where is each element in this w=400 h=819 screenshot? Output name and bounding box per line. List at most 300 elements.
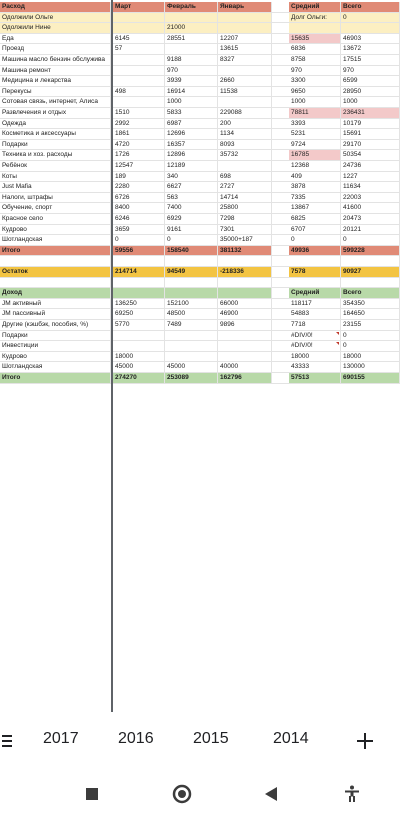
cell-march[interactable]: 6145: [113, 34, 165, 44]
table-row: [0, 76, 400, 87]
cell-january[interactable]: 7298: [218, 214, 272, 224]
column-gap: [272, 267, 289, 277]
error-flag-icon: [336, 332, 339, 335]
cell-february[interactable]: 94549: [165, 267, 218, 277]
cell-january[interactable]: 66000: [218, 299, 272, 309]
cell-january[interactable]: 9896: [218, 320, 272, 330]
cell-label[interactable]: Сотовая связь, интернет, Алиса: [0, 97, 111, 107]
cell-january[interactable]: [218, 66, 272, 76]
cell-label[interactable]: Косметика и аксессуары: [0, 129, 111, 139]
cell-average[interactable]: 5231: [289, 129, 341, 139]
cell-february[interactable]: 340: [165, 172, 218, 182]
cell-label[interactable]: Доход: [0, 288, 111, 298]
sheet-tab-bar: [0, 712, 400, 768]
cell-february[interactable]: 3939: [165, 76, 218, 86]
cell-label[interactable]: Just Mafia: [0, 182, 111, 192]
cell-label[interactable]: Подарки: [0, 331, 111, 341]
cell-average[interactable]: 12368: [289, 161, 341, 171]
cell-average[interactable]: [289, 23, 341, 33]
cell-total[interactable]: [341, 278, 400, 288]
cell-february[interactable]: [165, 278, 218, 288]
column-gap: [272, 341, 289, 351]
column-gap: [272, 288, 289, 298]
cell-total[interactable]: 23155: [341, 320, 400, 330]
cell-february[interactable]: 158540: [165, 246, 218, 256]
cell-total[interactable]: 46903: [341, 34, 400, 44]
cell-label[interactable]: Красное село: [0, 214, 111, 224]
table-row: [0, 341, 400, 352]
column-gap: [272, 182, 289, 192]
table-row: [0, 267, 400, 278]
cell-march[interactable]: 6726: [113, 193, 165, 203]
cell-march[interactable]: [113, 55, 165, 65]
table-row: [0, 66, 400, 77]
cell-total[interactable]: 11634: [341, 182, 400, 192]
table-row: [0, 23, 400, 34]
cell-label[interactable]: Итого: [0, 246, 111, 256]
table-row: [0, 2, 400, 13]
cell-february[interactable]: [165, 352, 218, 362]
column-gap: [272, 23, 289, 33]
column-gap: [272, 373, 289, 383]
column-gap: [272, 44, 289, 54]
cell-average[interactable]: 8758: [289, 55, 341, 65]
cell-march[interactable]: 6246: [113, 214, 165, 224]
cell-label[interactable]: JM пассивный: [0, 309, 111, 319]
cell-march[interactable]: [113, 288, 165, 298]
cell-label[interactable]: Коты: [0, 172, 111, 182]
table-row: [0, 150, 400, 161]
cell-average[interactable]: 57513: [289, 373, 341, 383]
cell-label[interactable]: Подарки: [0, 140, 111, 150]
cell-february[interactable]: 28551: [165, 34, 218, 44]
cell-label[interactable]: Инвестиции: [0, 341, 111, 351]
table-row: [0, 235, 400, 246]
cell-march[interactable]: [113, 66, 165, 76]
cell-average[interactable]: 3300: [289, 76, 341, 86]
cell-total[interactable]: 0: [341, 341, 400, 351]
table-row: [0, 214, 400, 225]
cell-average[interactable]: 49936: [289, 246, 341, 256]
cell-february[interactable]: [165, 256, 218, 266]
cell-january[interactable]: [218, 97, 272, 107]
cell-january[interactable]: 229088: [218, 108, 272, 118]
column-gap: [272, 34, 289, 44]
cell-label[interactable]: Ребёнок: [0, 161, 111, 171]
cell-average[interactable]: Средний: [289, 2, 341, 12]
cell-january[interactable]: 11538: [218, 87, 272, 97]
column-gap: [272, 108, 289, 118]
cell-total[interactable]: 1000: [341, 97, 400, 107]
cell-january[interactable]: -218336: [218, 267, 272, 277]
cell-january[interactable]: [218, 341, 272, 351]
cell-february[interactable]: Февраль: [165, 2, 218, 12]
circle-icon[interactable]: [164, 768, 200, 819]
column-gap: [272, 320, 289, 330]
column-gap: [272, 55, 289, 65]
column-gap: [272, 203, 289, 213]
cell-february[interactable]: 5833: [165, 108, 218, 118]
table-row: [0, 193, 400, 204]
cell-january[interactable]: 35000+187: [218, 235, 272, 245]
cell-total[interactable]: 0: [341, 331, 400, 341]
cell-march[interactable]: 59556: [113, 246, 165, 256]
cell-march[interactable]: 0: [113, 235, 165, 245]
cell-march[interactable]: 69250: [113, 309, 165, 319]
column-gap: [272, 362, 289, 372]
cell-total[interactable]: [341, 23, 400, 33]
cell-march[interactable]: [113, 76, 165, 86]
cell-average[interactable]: 9650: [289, 87, 341, 97]
cell-total[interactable]: 6599: [341, 76, 400, 86]
cell-average[interactable]: 78811: [289, 108, 341, 118]
table-row: [0, 352, 400, 363]
table-row: [0, 299, 400, 310]
cell-label[interactable]: Машина масло бензин обслужива: [0, 55, 111, 65]
table-row: [0, 278, 400, 289]
cell-march[interactable]: 498: [113, 87, 165, 97]
tab-2015[interactable]: 2015: [193, 730, 229, 747]
cell-average[interactable]: 7335: [289, 193, 341, 203]
cell-total[interactable]: 236431: [341, 108, 400, 118]
cell-average[interactable]: 6836: [289, 44, 341, 54]
cell-january[interactable]: [218, 352, 272, 362]
cell-average[interactable]: Долг Ольги:: [289, 13, 341, 23]
tab-2016[interactable]: 2016: [118, 730, 154, 747]
cell-march[interactable]: 4720: [113, 140, 165, 150]
cell-label[interactable]: Одежда: [0, 119, 111, 129]
cell-total[interactable]: 22003: [341, 193, 400, 203]
cell-total[interactable]: 29170: [341, 140, 400, 150]
cell-march[interactable]: 18000: [113, 352, 165, 362]
cell-total[interactable]: 130000: [341, 362, 400, 372]
cell-total[interactable]: 970: [341, 66, 400, 76]
menu-icon[interactable]: [2, 734, 12, 748]
cell-average[interactable]: 409: [289, 172, 341, 182]
cell-january[interactable]: [218, 331, 272, 341]
plus-icon[interactable]: [356, 732, 374, 750]
cell-average[interactable]: 54883: [289, 309, 341, 319]
cell-january[interactable]: 2660: [218, 76, 272, 86]
cell-average[interactable]: [289, 278, 341, 288]
cell-march[interactable]: [113, 13, 165, 23]
cell-february[interactable]: 45000: [165, 362, 218, 372]
square-icon[interactable]: [74, 768, 110, 819]
cell-january[interactable]: Январь: [218, 2, 272, 12]
cell-february[interactable]: 970: [165, 66, 218, 76]
cell-february[interactable]: 48500: [165, 309, 218, 319]
cell-label[interactable]: Проезд: [0, 44, 111, 54]
column-gap: [272, 129, 289, 139]
cell-march[interactable]: 2280: [113, 182, 165, 192]
column-gap: [272, 235, 289, 245]
triangle-back-icon[interactable]: [253, 768, 289, 819]
cell-total[interactable]: Всего: [341, 288, 400, 298]
cell-total[interactable]: [341, 256, 400, 266]
cell-average[interactable]: 13867: [289, 203, 341, 213]
cell-total[interactable]: Всего: [341, 2, 400, 12]
cell-january[interactable]: [218, 278, 272, 288]
cell-february[interactable]: [165, 341, 218, 351]
table-row: [0, 119, 400, 130]
cell-average[interactable]: 18000: [289, 352, 341, 362]
column-gap: [272, 97, 289, 107]
table-row: [0, 309, 400, 320]
cell-average[interactable]: 7578: [289, 267, 341, 277]
column-gap: [272, 214, 289, 224]
cell-february[interactable]: 6627: [165, 182, 218, 192]
cell-march[interactable]: 3659: [113, 225, 165, 235]
error-flag-icon: [336, 342, 339, 345]
cell-total[interactable]: 41600: [341, 203, 400, 213]
cell-february[interactable]: 12896: [165, 150, 218, 160]
cell-march[interactable]: 57: [113, 44, 165, 54]
cell-total[interactable]: 1227: [341, 172, 400, 182]
cell-average[interactable]: 9724: [289, 140, 341, 150]
cell-march[interactable]: [113, 256, 165, 266]
column-gap: [272, 193, 289, 203]
cell-january[interactable]: 162796: [218, 373, 272, 383]
cell-average[interactable]: [289, 256, 341, 266]
cell-january[interactable]: 381132: [218, 246, 272, 256]
cell-total[interactable]: 20473: [341, 214, 400, 224]
column-gap: [272, 150, 289, 160]
column-gap: [272, 246, 289, 256]
cell-january[interactable]: [218, 23, 272, 33]
table-row: [0, 246, 400, 257]
cell-february[interactable]: 9188: [165, 55, 218, 65]
column-gap: [272, 13, 289, 23]
cell-average[interactable]: 0: [289, 235, 341, 245]
cell-january[interactable]: 200: [218, 119, 272, 129]
cell-total[interactable]: 164650: [341, 309, 400, 319]
cell-label[interactable]: Развлечения и отдых: [0, 108, 111, 118]
table-row: [0, 256, 400, 267]
cell-february[interactable]: 1000: [165, 97, 218, 107]
cell-february[interactable]: 12696: [165, 129, 218, 139]
cell-february[interactable]: 7400: [165, 203, 218, 213]
cell-label[interactable]: Машина ремонт: [0, 66, 111, 76]
column-gap: [272, 172, 289, 182]
cell-january[interactable]: [218, 13, 272, 23]
cell-average[interactable]: 43333: [289, 362, 341, 372]
cell-february[interactable]: 16357: [165, 140, 218, 150]
cell-label[interactable]: Другие (кэшбэк, пособия, %): [0, 320, 111, 330]
column-gap: [272, 299, 289, 309]
accessibility-icon[interactable]: [334, 768, 370, 819]
cell-february[interactable]: [165, 13, 218, 23]
cell-january[interactable]: [218, 161, 272, 171]
cell-march[interactable]: 45000: [113, 362, 165, 372]
cell-total[interactable]: 90927: [341, 267, 400, 277]
table-row: [0, 331, 400, 342]
cell-label[interactable]: Медицина и лекарства: [0, 76, 111, 86]
cell-label[interactable]: Одолжили Ольге: [0, 13, 111, 23]
cell-average[interactable]: 3878: [289, 182, 341, 192]
cell-february[interactable]: 9161: [165, 225, 218, 235]
cell-total[interactable]: 0: [341, 235, 400, 245]
table-row: [0, 44, 400, 55]
cell-february[interactable]: 6929: [165, 214, 218, 224]
cell-average[interactable]: 7718: [289, 320, 341, 330]
tab-2014[interactable]: 2014: [273, 730, 309, 747]
system-navigation-bar: [0, 768, 400, 819]
column-gap: [272, 331, 289, 341]
column-gap: [272, 278, 289, 288]
cell-march[interactable]: 12547: [113, 161, 165, 171]
table-row: [0, 182, 400, 193]
cell-average[interactable]: 1000: [289, 97, 341, 107]
cell-average[interactable]: 6825: [289, 214, 341, 224]
table-row: [0, 55, 400, 66]
table-row: [0, 288, 400, 299]
cell-average[interactable]: #DIV/0!: [289, 331, 341, 341]
table-row: [0, 129, 400, 140]
table-row: [0, 362, 400, 373]
cell-january[interactable]: 14714: [218, 193, 272, 203]
table-row: [0, 97, 400, 108]
cell-february[interactable]: 21000: [165, 23, 218, 33]
cell-january[interactable]: [218, 256, 272, 266]
cell-total[interactable]: 0: [341, 13, 400, 23]
cell-total[interactable]: 354350: [341, 299, 400, 309]
column-gap: [272, 225, 289, 235]
cell-february[interactable]: 563: [165, 193, 218, 203]
cell-january[interactable]: 1134: [218, 129, 272, 139]
cell-february[interactable]: 6987: [165, 119, 218, 129]
cell-january[interactable]: 7301: [218, 225, 272, 235]
cell-march[interactable]: 274270: [113, 373, 165, 383]
cell-label[interactable]: Еда: [0, 34, 111, 44]
cell-february[interactable]: 253089: [165, 373, 218, 383]
cell-february[interactable]: [165, 288, 218, 298]
column-gap: [272, 352, 289, 362]
cell-march[interactable]: 8400: [113, 203, 165, 213]
cell-march[interactable]: [113, 278, 165, 288]
cell-february[interactable]: [165, 331, 218, 341]
cell-label[interactable]: Остаток: [0, 267, 111, 277]
cell-label[interactable]: Налоги, штрафы: [0, 193, 111, 203]
cell-average[interactable]: 3393: [289, 119, 341, 129]
cell-january[interactable]: [218, 288, 272, 298]
table-row: [0, 87, 400, 98]
cell-january[interactable]: 12207: [218, 34, 272, 44]
cell-january[interactable]: 698: [218, 172, 272, 182]
cell-march[interactable]: 2992: [113, 119, 165, 129]
table-row: [0, 34, 400, 45]
cell-label[interactable]: Обучение, спорт: [0, 203, 111, 213]
table-row: [0, 203, 400, 214]
cell-march[interactable]: 214714: [113, 267, 165, 277]
cell-march[interactable]: [113, 331, 165, 341]
cell-average[interactable]: Средний: [289, 288, 341, 298]
table-row: [0, 140, 400, 151]
table-row: [0, 161, 400, 172]
cell-march[interactable]: 136250: [113, 299, 165, 309]
cell-march[interactable]: [113, 341, 165, 351]
column-gap: [272, 87, 289, 97]
cell-average[interactable]: 970: [289, 66, 341, 76]
cell-total[interactable]: 50354: [341, 150, 400, 160]
cell-total[interactable]: 28950: [341, 87, 400, 97]
cell-label[interactable]: Перекусы: [0, 87, 111, 97]
column-gap: [272, 66, 289, 76]
cell-total[interactable]: 18000: [341, 352, 400, 362]
cell-march[interactable]: [113, 23, 165, 33]
cell-label[interactable]: Кудрово: [0, 225, 111, 235]
table-row: [0, 373, 400, 384]
cell-average[interactable]: #DIV/0!: [289, 341, 341, 351]
table-row: [0, 172, 400, 183]
cell-label[interactable]: [0, 278, 111, 288]
cell-average[interactable]: 15635: [289, 34, 341, 44]
cell-march[interactable]: 189: [113, 172, 165, 182]
cell-march[interactable]: 1510: [113, 108, 165, 118]
cell-label[interactable]: JM активный: [0, 299, 111, 309]
cell-february[interactable]: 7489: [165, 320, 218, 330]
cell-label[interactable]: Итого: [0, 373, 111, 383]
cell-total[interactable]: 17515: [341, 55, 400, 65]
cell-february[interactable]: [165, 44, 218, 54]
cell-total[interactable]: 10179: [341, 119, 400, 129]
cell-label[interactable]: Кудрово: [0, 352, 111, 362]
cell-january[interactable]: 25800: [218, 203, 272, 213]
cell-january[interactable]: 2727: [218, 182, 272, 192]
column-gap: [272, 76, 289, 86]
column-gap: [272, 161, 289, 171]
table-row: [0, 225, 400, 236]
cell-march[interactable]: Март: [113, 2, 165, 12]
cell-label[interactable]: Одолжили Нине: [0, 23, 111, 33]
cell-february[interactable]: 16914: [165, 87, 218, 97]
cell-label[interactable]: Шотландская: [0, 362, 111, 372]
cell-average[interactable]: 118117: [289, 299, 341, 309]
column-gap: [272, 309, 289, 319]
cell-january[interactable]: 13615: [218, 44, 272, 54]
cell-january[interactable]: 8093: [218, 140, 272, 150]
cell-january[interactable]: 35732: [218, 150, 272, 160]
cell-total[interactable]: 13672: [341, 44, 400, 54]
cell-march[interactable]: 5770: [113, 320, 165, 330]
cell-total[interactable]: 20121: [341, 225, 400, 235]
cell-march[interactable]: 1726: [113, 150, 165, 160]
cell-total[interactable]: 599228: [341, 246, 400, 256]
cell-january[interactable]: 8327: [218, 55, 272, 65]
column-gap: [272, 140, 289, 150]
table-row: [0, 320, 400, 331]
cell-label[interactable]: Техника и хоз. расходы: [0, 150, 111, 160]
cell-january[interactable]: 46900: [218, 309, 272, 319]
frozen-column-divider[interactable]: [111, 0, 113, 712]
cell-february[interactable]: 12189: [165, 161, 218, 171]
cell-january[interactable]: 40000: [218, 362, 272, 372]
cell-label[interactable]: Шотландская: [0, 235, 111, 245]
cell-average[interactable]: 6707: [289, 225, 341, 235]
column-gap: [272, 2, 289, 12]
cell-label[interactable]: [0, 256, 111, 266]
cell-total[interactable]: 690155: [341, 373, 400, 383]
cell-february[interactable]: 0: [165, 235, 218, 245]
cell-march[interactable]: 1861: [113, 129, 165, 139]
cell-total[interactable]: 15691: [341, 129, 400, 139]
cell-march[interactable]: [113, 97, 165, 107]
column-gap: [272, 256, 289, 266]
cell-total[interactable]: 24736: [341, 161, 400, 171]
cell-average[interactable]: 16785: [289, 150, 341, 160]
cell-label[interactable]: Расход: [0, 2, 111, 12]
tab-2017[interactable]: 2017: [43, 730, 79, 747]
cell-february[interactable]: 152100: [165, 299, 218, 309]
